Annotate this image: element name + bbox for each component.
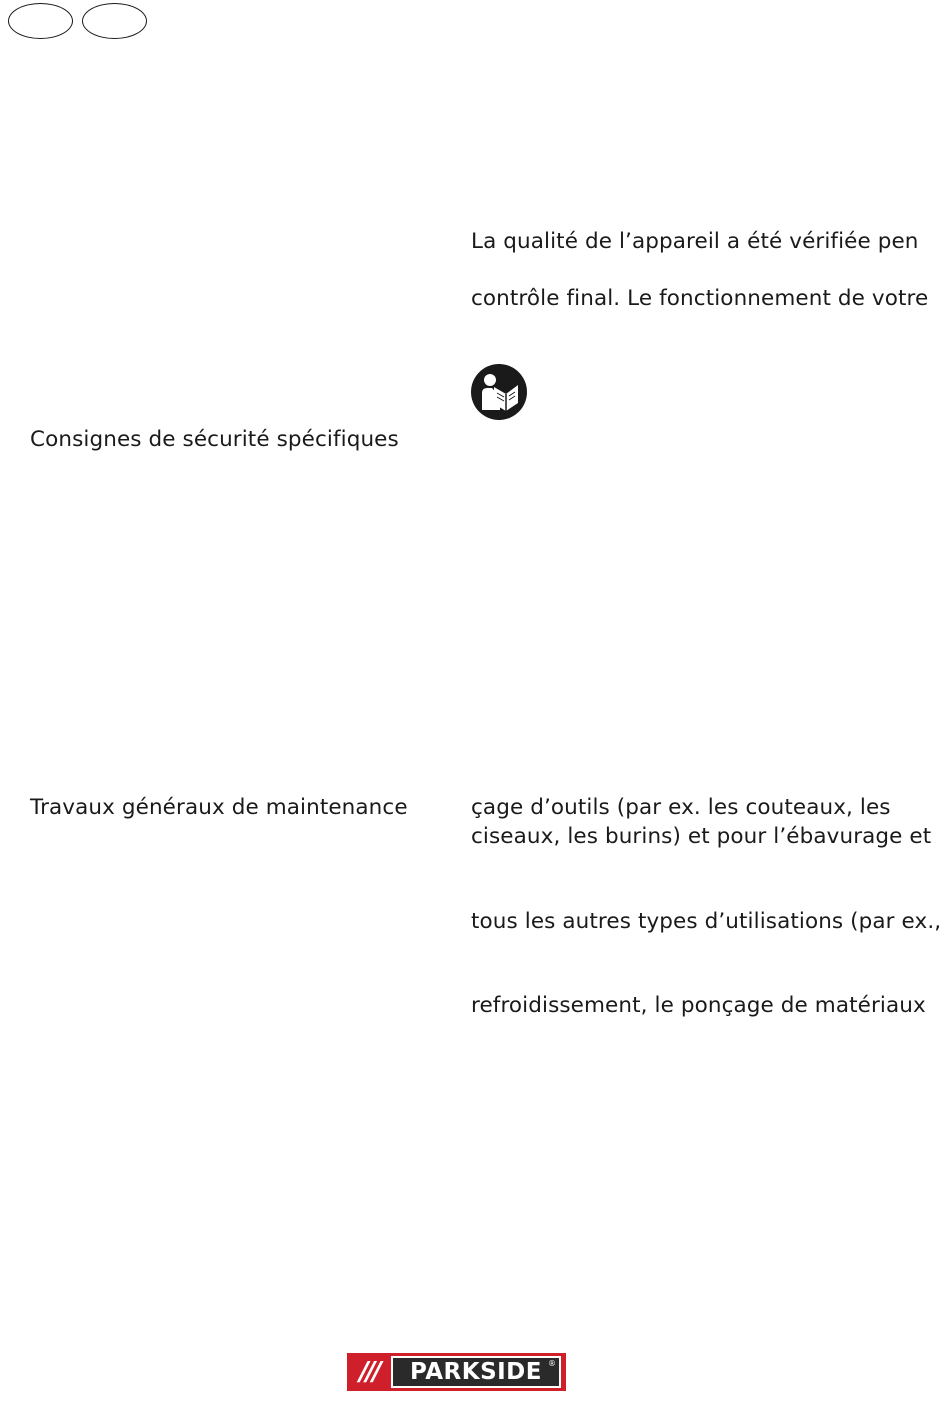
section-heading-maintenance: Travaux généraux de maintenance <box>30 795 408 820</box>
body-text-line: ciseaux, les burins) et pour l’ébavurage et <box>471 824 932 849</box>
parkside-logo <box>347 1353 566 1391</box>
language-code-ovals <box>8 3 150 43</box>
logo-slashes: /// <box>359 1357 379 1387</box>
body-text-line: tous les autres types d’utilisations (par ex., <box>471 909 942 934</box>
language-oval-right <box>82 3 147 39</box>
section-heading-safety: Consignes de sécurité spécifiques <box>30 427 399 452</box>
body-text-line: La qualité de l’appareil a été vérifiée pen <box>471 229 919 254</box>
body-text-line: contrôle final. Le fonctionnement de votre <box>471 286 929 311</box>
logo-wordmark-box <box>391 1356 561 1388</box>
language-oval-left <box>8 3 73 39</box>
registered-mark: ® <box>548 1359 556 1368</box>
body-text-line: refroidissement, le ponçage de matériaux <box>471 993 926 1018</box>
body-text-line: çage d’outils (par ex. les couteaux, les <box>471 795 891 820</box>
read-manual-icon <box>470 363 528 421</box>
logo-wordmark: PARKSIDE <box>409 1359 542 1385</box>
